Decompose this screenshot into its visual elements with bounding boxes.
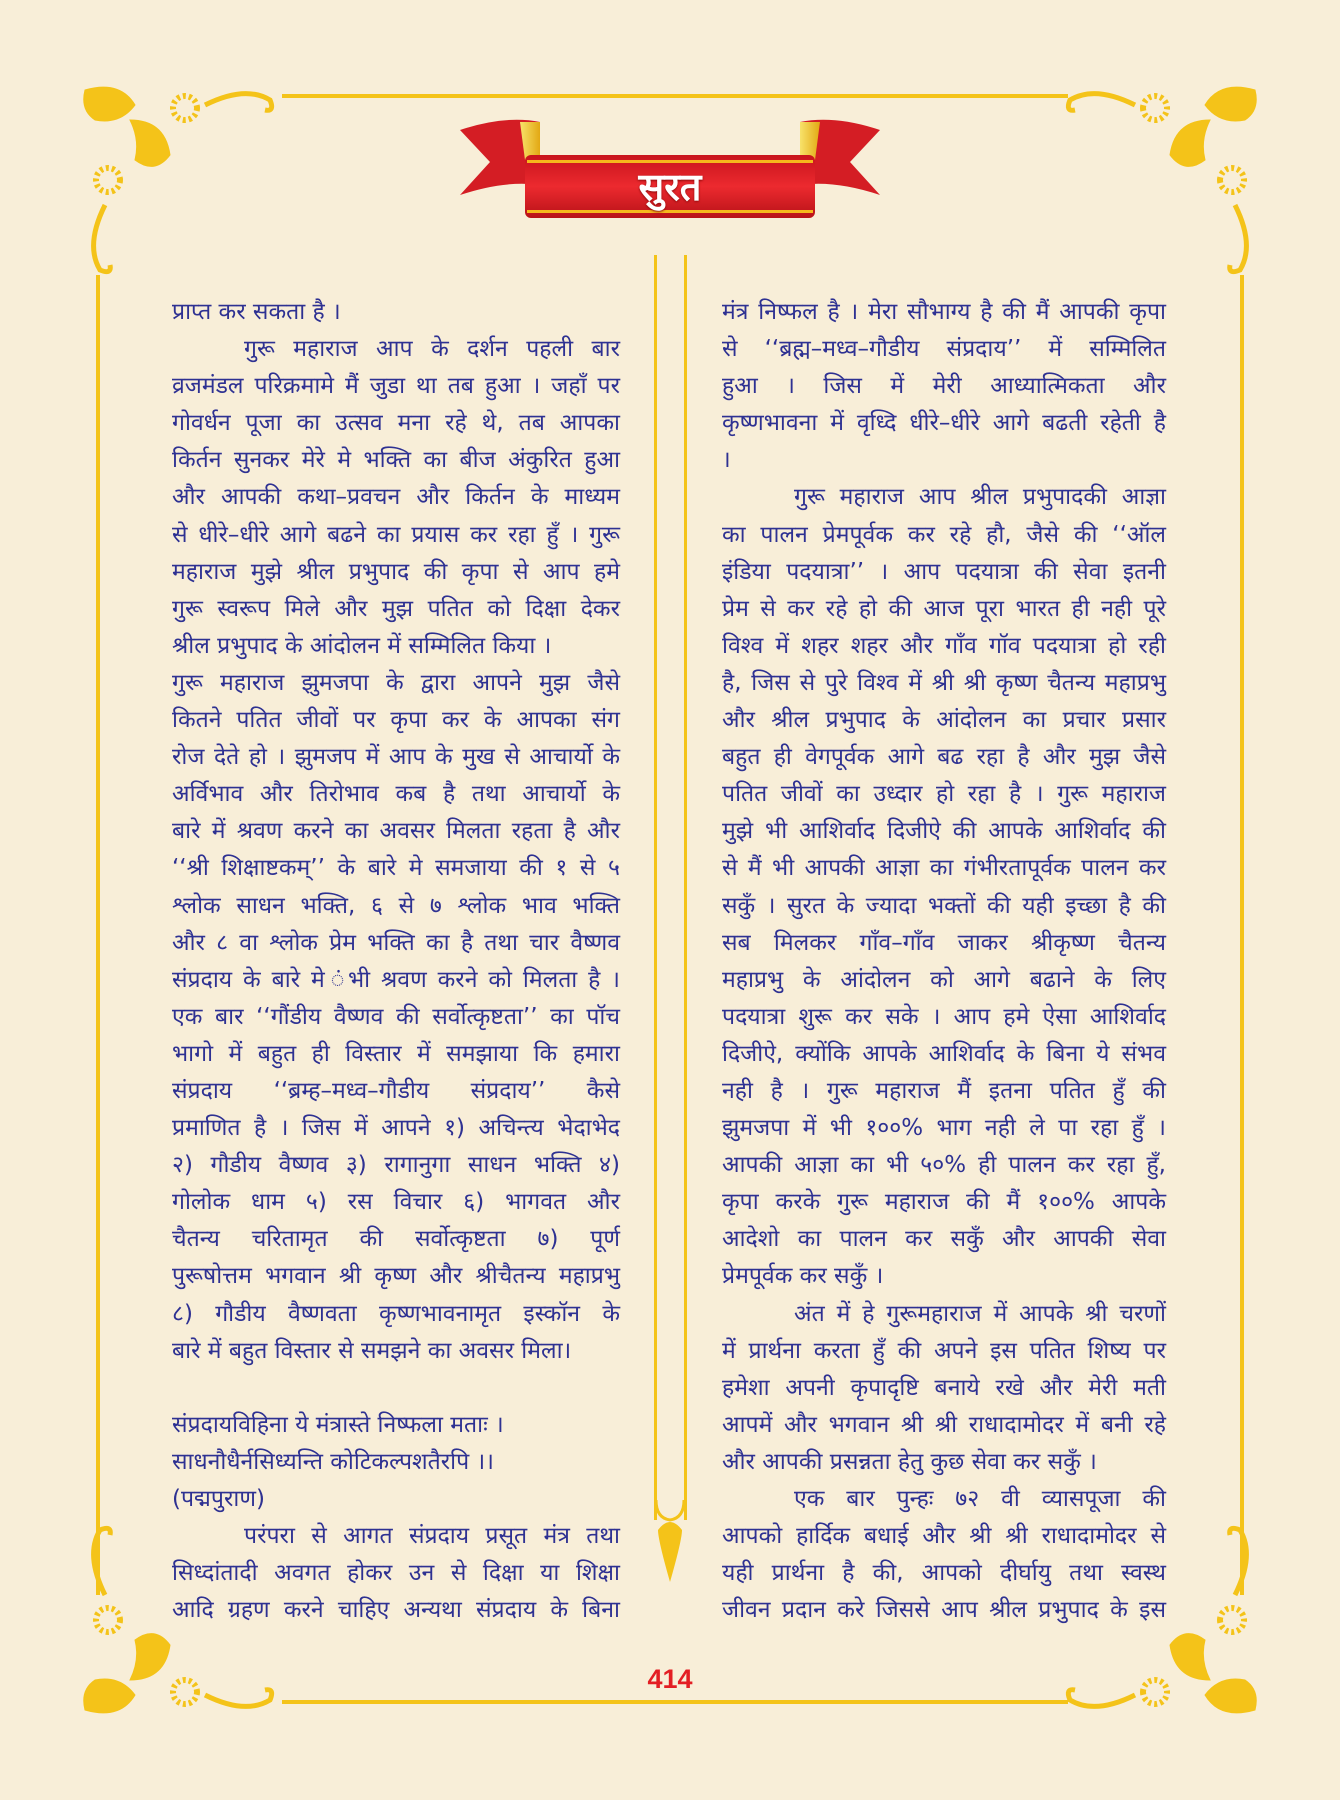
text-line: ८) गौडीय वैष्णवता कृष्णभावनामृत इस्कॉन के [172, 1300, 620, 1327]
text-line: किर्तन सुनकर मेरे मे भक्ति का बीज अंकुरित हुआ [172, 447, 620, 474]
text-line: गुरू महाराज आप श्रील प्रभुपादकी आज्ञा [794, 484, 1166, 511]
text-line: हमेशा अपनी कृपादृष्टि बनाये रखे और मेरी मती [722, 1374, 1166, 1401]
text-line: विश्व में शहर शहर और गाँव गॉव पदयात्रा हो रही [722, 632, 1166, 659]
text-line: और आपकी कथा–प्रवचन और किर्तन के माध्यम [172, 484, 620, 511]
left-text-column [172, 294, 620, 1629]
border-bottom [282, 1700, 1068, 1704]
text-line: नही है । गुरू महाराज मैं इतना पतित हुँ की [722, 1077, 1166, 1104]
text-line: श्रील प्रभुपाद के आंदोलन में सम्मिलित किया । [172, 632, 552, 659]
text-line: महाराज मुझे श्रील प्रभुपाद की कृपा से आप हमे [172, 558, 620, 585]
text-line: से धीरे–धीरे आगे बढने का प्रयास कर रहा हुँ । गुरू [172, 521, 620, 548]
corner-ornament-icon [1060, 80, 1260, 280]
text-line: भागो में बहुत ही विस्तार में समझाया कि हमारा [172, 1040, 620, 1067]
text-line: सब मिलकर गाँव–गाँव जाकर श्रीकृष्ण चैतन्य [722, 929, 1166, 956]
column-divider [684, 255, 687, 1520]
border-right [1240, 275, 1244, 1595]
text-line: चैतन्य चरितामृत की सर्वोत्कृष्टता ७) पूर्ण [172, 1226, 620, 1253]
text-line: मुझे भी आशिर्वाद दिजीऐ की आपके आशिर्वाद की [722, 818, 1166, 845]
pendant-drop-icon [650, 1500, 690, 1590]
text-line: है, जिस से पुरे विश्व में श्री श्री कृष्ण चैतन्य महाप्रभु [722, 669, 1166, 696]
text-line: संप्रदाय के बारे मे ंभी श्रवण करने को मिलता है । [172, 966, 620, 993]
text-line: आपकी आज्ञा का भी ५०% ही पालन कर रहा हुँ, [722, 1152, 1166, 1179]
text-line: अर्विभाव और तिरोभाव कब है तथा आचार्यो के [172, 781, 620, 808]
text-line: झुमजपा में भी १००% भाग नही ले पा रहा हुँ । [722, 1115, 1166, 1142]
text-line: से मैं भी आपकी आज्ञा का गंभीरतापूर्वक पालन कर [722, 855, 1166, 882]
text-line: का पालन प्रेमपूर्वक कर रहे हौ, जैसे की ‘‘ऑल [722, 521, 1166, 548]
text-line: पदयात्रा शुरू कर सके । आप हमे ऐसा आशिर्वाद [722, 1003, 1166, 1030]
text-line: सकुँ । सुरत के ज्यादा भक्तों की यही इच्छा है की [722, 892, 1166, 919]
text-line: २) गौडीय वैष्णव ३) रागानुगा साधन भक्ति ४) [172, 1152, 620, 1179]
text-line: इंडिया पदयात्रा’’ । आप पदयात्रा की सेवा इतनी [722, 558, 1166, 585]
border-left [96, 275, 100, 1595]
text-line: गोलोक धाम ५) रस विचार ६) भागवत और [172, 1189, 620, 1216]
text-line: से ‘‘ब्रह्म–मध्व–गौडीय संप्रदाय’’ में सम्मिलित [722, 336, 1166, 363]
text-line: प्रमाणित है । जिस में आपने १) अचिन्त्य भेदाभेद [172, 1115, 620, 1142]
text-line: आदेशो का पालन कर सकुँ और आपकी सेवा [722, 1226, 1166, 1253]
text-line: बारे में बहुत विस्तार से समझने का अवसर मिला। [172, 1337, 572, 1364]
text-line: श्लोक साधन भक्ति, ६ से ७ श्लोक भाव भक्ति [172, 892, 620, 919]
text-line: यही प्रार्थना है की, आपको दीर्घायु तथा स्वस्थ [722, 1560, 1166, 1587]
text-line: एक बार ‘‘गौंडीय वैष्णव की सर्वोत्कृष्टता’’ का पॉच [172, 1003, 620, 1030]
text-line: प्राप्त कर सकता है । [172, 299, 341, 325]
text-line: पतित जीवों का उध्दार हो रहा है । गुरू महाराज [722, 781, 1166, 808]
text-line: अंत में हे गुरूमहाराज में आपके श्री चरणों [794, 1300, 1166, 1327]
text-line: आदि ग्रहण करने चाहिए अन्यथा संप्रदाय के बिना [172, 1597, 620, 1624]
blank-line [172, 1370, 620, 1407]
text-line: कितने पतित जीवों पर कृपा कर के आपका संग [172, 707, 620, 734]
text-line: संप्रदाय ‘‘ब्रम्ह–मध्व–गौडीय संप्रदाय’’ कैसे [172, 1077, 620, 1104]
border-top [282, 94, 1068, 98]
text-line: आपमें और भगवान श्री श्री राधादामोदर में बनी रहे [722, 1411, 1166, 1438]
text-line: । [722, 447, 731, 474]
text-line: (पद्मपुराण) [172, 1486, 265, 1512]
text-line: कृष्णभावना में वृध्दि धीरे–धीरे आगे बढती रहेती है [722, 410, 1166, 437]
text-line: एक बार पुन्हः ७२ वी व्यासपूजा की [794, 1486, 1166, 1512]
text-line: दिजीऐ, क्योंकि आपके आशिर्वाद के बिना ये संभव [722, 1040, 1166, 1067]
text-line: सिध्दांतादी अवगत होकर उन से दिक्षा या शिक्षा [172, 1560, 620, 1587]
text-line: व्रजमंडल परिक्रमामे मैं जुडा था तब हुआ । जहाँ पर [172, 373, 620, 400]
text-line: महाप्रभु के आंदोलन को आगे बढाने के लिए [722, 966, 1166, 993]
text-line: कृपा करके गुरू महाराज की मैं १००% आपके [722, 1189, 1166, 1216]
page-number: 414 [647, 1664, 693, 1694]
text-line: आपको हार्दिक बधाई और श्री श्री राधादामोदर से [722, 1523, 1166, 1550]
text-line: प्रेम से कर रहे हो की आज पूरा भारत ही नही पूरे [722, 595, 1166, 622]
text-line: जीवन प्रदान करे जिससे आप श्रील प्रभुपाद के इस [722, 1597, 1166, 1624]
text-line: और आपकी प्रसन्नता हेतु कुछ सेवा कर सकुँ । [722, 1448, 1097, 1475]
text-line: गुरू महाराज झुमजपा के द्वारा आपने मुझ जैसे [172, 669, 620, 696]
text-line: साधनौधैर्नसिध्यन्ति कोटिकल्पशतैरपि ।। [172, 1448, 494, 1475]
page-title: सुरत [638, 164, 702, 209]
text-line: में प्रार्थना करता हुँ की अपने इस पतित शिष्य पर [722, 1337, 1166, 1364]
right-text-column [722, 294, 1166, 1629]
text-line: परंपरा से आगत संप्रदाय प्रसूत मंत्र तथा [244, 1523, 620, 1550]
text-line: गोवर्धन पूजा का उत्सव मना रहे थे, तब आपका [172, 410, 620, 437]
text-line: बहुत ही वेगपूर्वक आगे बढ रहा है और मुझ जैसे [722, 744, 1166, 771]
text-line: रोज देते हो । झुमजप में आप के मुख से आचार्यो के [172, 744, 620, 771]
corner-ornament-icon [80, 80, 280, 280]
text-line: हुआ । जिस में मेरी आध्यात्मिकता और [722, 373, 1166, 400]
text-line: संप्रदायविहिना ये मंत्रास्ते निष्फला मताः । [172, 1411, 504, 1438]
text-line: प्रेमपूर्वक कर सकुँ । [722, 1263, 884, 1290]
text-line: ‘‘श्री शिक्षाष्टकम्’’ के बारे मे समजाया की १ से ५ [172, 855, 620, 882]
column-divider [654, 255, 657, 1520]
text-line: गुरू महाराज आप के दर्शन पहली बार [244, 336, 620, 363]
text-line: और ८ वा श्लोक प्रेम भक्ति का है तथा चार वैष्णव [172, 929, 620, 956]
text-line: गुरू स्वरूप मिले और मुझ पतित को दिक्षा देकर [172, 595, 620, 622]
text-line: बारे में श्रवण करने का अवसर मिलता रहता है और [172, 818, 620, 845]
text-line: और श्रील प्रभुपाद के आंदोलन का प्रचार प्रसार [722, 707, 1166, 734]
text-line: मंत्र निष्फल है । मेरा सौभाग्य है की मैं आपकी कृपा [722, 299, 1166, 325]
text-line: पुरूषोत्तम भगवान श्री कृष्ण और श्रीचैतन्य महाप्रभु [172, 1263, 620, 1290]
